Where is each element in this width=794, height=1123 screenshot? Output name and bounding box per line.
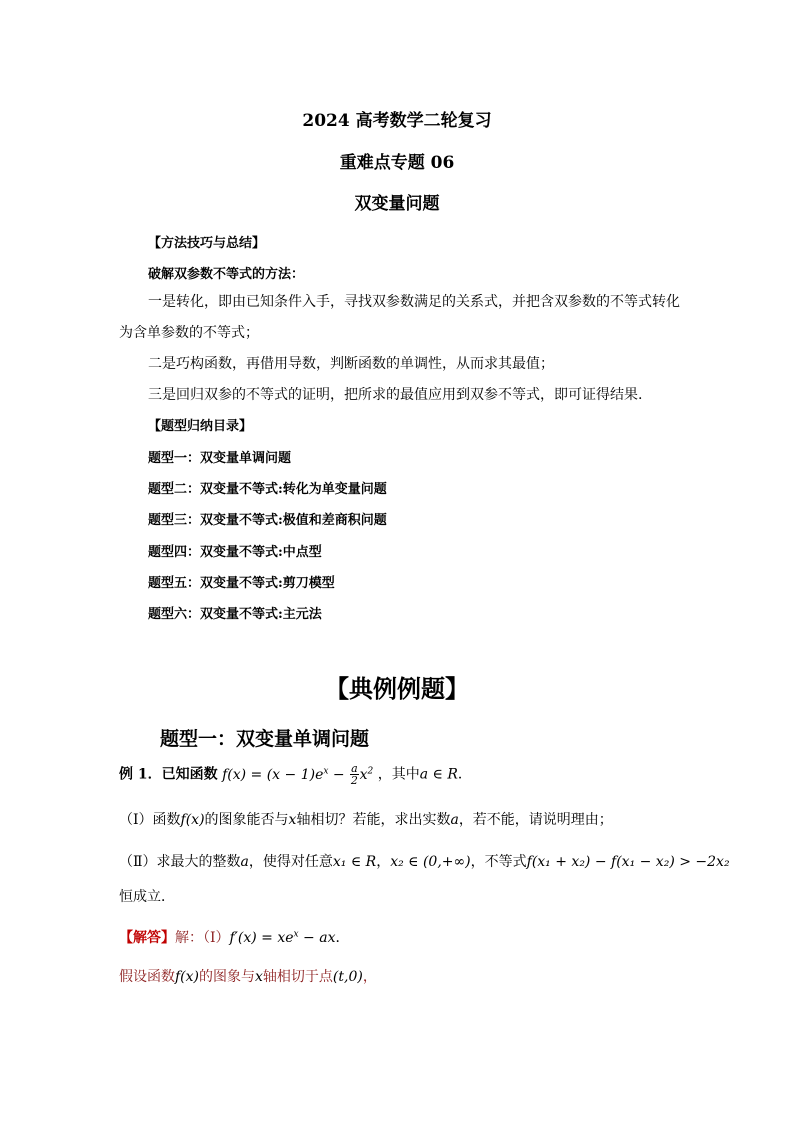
question-2: （Ⅱ）求最大的整数a，使得对任意x₁ ∈ R，x₂ ∈ (0,+∞)，不等式f(x₁ + x₂) − f(x₁ − x₂) > −2x₂	[119, 854, 730, 870]
method-paragraph-2: 二是巧构函数，再借用导数，判断函数的单调性，从而求其最值；	[148, 356, 554, 372]
catalog-item: 题型一：双变量单调问题	[148, 451, 292, 466]
answer-tag: 【解答】	[119, 930, 175, 946]
doc-title-line2: 重难点专题 06	[339, 153, 455, 173]
answer-line: 【解答】解：（Ⅰ）f′(x) = $xe^x$ − ax．	[119, 929, 350, 946]
method-paragraph-1b: 为含单参数的不等式；	[119, 325, 259, 341]
example1-line: 例 1．已知函数 $f(x) = (x - 1)e^x$ − $\frac{a}{2}$ $x^2$ ，其中a ∈ R．	[119, 762, 472, 787]
method-paragraph-3: 三是回归双参的不等式的证明，把所求的最值应用到双参不等式，即可证得结果.	[148, 387, 643, 403]
method-subheading: 破解双参数不等式的方法：	[148, 267, 305, 282]
examples-heading: 【典例例题】	[325, 674, 469, 703]
doc-title-line3: 双变量问题	[354, 194, 440, 214]
question-2-end: 恒成立．	[119, 889, 175, 905]
example1-condition: a ∈ R	[419, 766, 458, 783]
example1-function: $f(x) = (x - 1)e^x$ − $\frac{a}{2}$ $x^2$	[222, 762, 374, 787]
method-paragraph-1a: 一是转化，即由已知条件入手，寻找双参数满足的关系式，并把含双参数的不等式转化	[148, 294, 680, 310]
catalog-item: 题型二：双变量不等式:转化为单变量问题	[148, 482, 387, 497]
catalog-item: 题型三：双变量不等式:极值和差商积问题	[148, 513, 387, 528]
question-1: （Ⅰ）函数f(x)的图象能否与x轴相切？若能，求出实数a，若不能，请说明理由；	[119, 812, 613, 828]
assume-line: 假设函数f(x)的图象与x轴相切于点(t,0)，	[119, 969, 377, 985]
method-heading: 【方法技巧与总结】	[148, 236, 266, 251]
catalog-heading: 【题型归纳目录】	[148, 419, 253, 434]
catalog-item: 题型六：双变量不等式:主元法	[148, 607, 322, 622]
type1-heading: 题型一：双变量单调问题	[160, 728, 370, 750]
catalog-item: 题型四：双变量不等式:中点型	[148, 545, 322, 560]
example1-label: 例 1．已知函数	[119, 766, 218, 783]
catalog-item: 题型五：双变量不等式:剪刀模型	[148, 576, 335, 591]
doc-title-line1: 2024 高考数学二轮复习	[302, 111, 492, 131]
answer-derivative: $f'(x) = xe^x$ − ax	[229, 929, 336, 946]
